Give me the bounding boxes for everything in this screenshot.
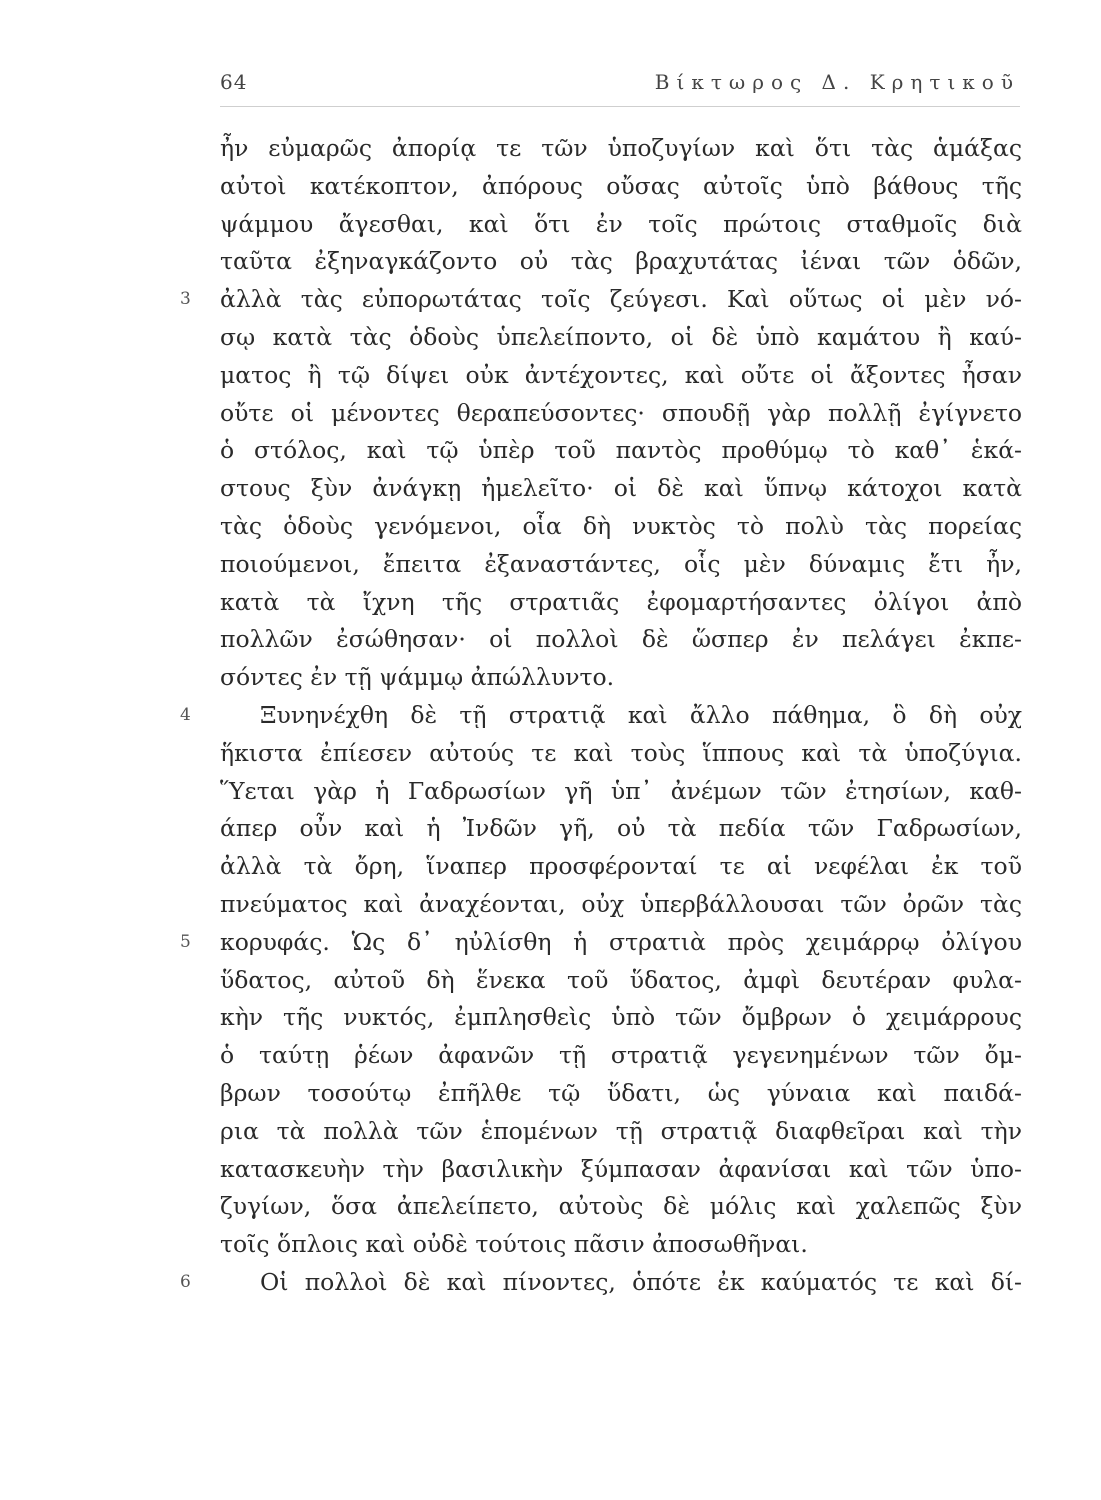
line-text: τοῖς ὅπλοις καὶ οὐδὲ τούτοις πᾶσιν ἀποσωθῆναι. bbox=[220, 1230, 808, 1259]
text-line bbox=[220, 243, 1022, 281]
text-line bbox=[220, 999, 1022, 1037]
header-rule bbox=[220, 106, 1020, 107]
text-line bbox=[220, 962, 1022, 1000]
line-text: κορυφάς. Ὡς δ᾽ ηὐλίσθη ἡ στρατιὰ πρὸς χειμάρρῳ ὀλίγου bbox=[220, 927, 1022, 956]
line-text: ματος ἢ τῷ δίψει οὐκ ἀντέχοντες, καὶ οὔτε οἱ ἄξοντες ἦσαν bbox=[220, 360, 1022, 389]
page-header bbox=[220, 70, 1020, 104]
text-line bbox=[220, 810, 1022, 848]
text-line bbox=[220, 659, 1022, 697]
line-text: ἀλλὰ τὰς εὐπορωτάτας τοῖς ζεύγεσι. Καὶ οὕτως οἱ μὲν νό- bbox=[220, 285, 1022, 314]
line-text: κὴν τῆς νυκτός, ἐμπλησθεὶς ὑπὸ τῶν ὄμβρων ὁ χειμάρρους bbox=[220, 1003, 1022, 1032]
text-line bbox=[220, 546, 1022, 584]
text-line bbox=[220, 1226, 1022, 1264]
section-number: 5 bbox=[180, 931, 191, 952]
text-line bbox=[220, 735, 1022, 773]
text-line bbox=[220, 886, 1022, 924]
text-line bbox=[180, 281, 1022, 319]
section-number: 3 bbox=[180, 289, 191, 310]
line-text: Ὕεται γὰρ ἡ Γαδρωσίων γῆ ὑπ᾽ ἀνέμων τῶν ἐτησίων, καθ- bbox=[220, 776, 1022, 805]
text-line bbox=[180, 1264, 1022, 1302]
text-line bbox=[220, 470, 1022, 508]
line-text: αὐτοὶ κατέκοπτον, ἀπόρους οὔσας αὐτοῖς ὑπὸ βάθους τῆς bbox=[220, 171, 1022, 200]
line-text: κατὰ τὰ ἴχνη τῆς στρατιᾶς ἐφομαρτήσαντες ὀλίγοι ἀπὸ bbox=[220, 587, 1022, 616]
page-number: 64 bbox=[220, 70, 248, 94]
line-text: ὁ στόλος, καὶ τῷ ὑπὲρ τοῦ παντὸς προθύμῳ τὸ καθ᾽ ἑκά- bbox=[220, 436, 1022, 465]
line-text: οὔτε οἱ μένοντες θεραπεύσοντες· σπουδῇ γὰρ πολλῇ ἐγίγνετο bbox=[220, 398, 1022, 427]
line-text: ποιούμενοι, ἔπειτα ἐξαναστάντες, οἷς μὲν δύναμις ἔτι ἦν, bbox=[220, 549, 1022, 578]
text-line bbox=[220, 206, 1022, 244]
line-text: σόντες ἐν τῇ ψάμμῳ ἀπώλλυντο. bbox=[220, 663, 615, 692]
line-text: ρια τὰ πολλὰ τῶν ἑπομένων τῇ στρατιᾷ διαφθεῖραι καὶ τὴν bbox=[220, 1116, 1022, 1145]
text-line bbox=[220, 848, 1022, 886]
text-line bbox=[180, 697, 1022, 735]
line-text: τὰς ὁδοὺς γενόμενοι, οἷα δὴ νυκτὸς τὸ πολὺ τὰς πορείας bbox=[220, 511, 1022, 540]
line-text: ταῦτα ἐξηναγκάζοντο οὐ τὰς βραχυτάτας ἰέναι τῶν ὁδῶν, bbox=[220, 247, 1022, 276]
text-line bbox=[220, 395, 1022, 433]
text-line bbox=[220, 130, 1022, 168]
line-text: βρων τοσούτῳ ἐπῆλθε τῷ ὕδατι, ὡς γύναια καὶ παιδά- bbox=[220, 1078, 1022, 1107]
text-line bbox=[220, 1075, 1022, 1113]
line-text: ζυγίων, ὅσα ἀπελείπετο, αὐτοὺς δὲ μόλις καὶ χαλεπῶς ξὺν bbox=[220, 1192, 1022, 1221]
line-text: ὁ ταύτῃ ῥέων ἀφανῶν τῇ στρατιᾷ γεγενημένων τῶν ὄμ- bbox=[220, 1041, 1022, 1070]
line-text: ἀλλὰ τὰ ὄρη, ἵναπερ προσφέρονταί τε αἱ νεφέλαι ἐκ τοῦ bbox=[220, 852, 1022, 881]
line-text: ἦν εὐμαρῶς ἀπορίᾳ τε τῶν ὑποζυγίων καὶ ὅτι τὰς ἁμάξας bbox=[220, 134, 1022, 162]
line-text: πνεύματος καὶ ἀναχέονται, οὐχ ὑπερβάλλουσαι τῶν ὀρῶν τὰς bbox=[220, 889, 1022, 918]
line-text: Ξυνηνέχθη δὲ τῇ στρατιᾷ καὶ ἄλλο πάθημα, ὃ δὴ οὐχ bbox=[260, 700, 1022, 729]
line-text: σῳ κατὰ τὰς ὁδοὺς ὑπελείποντο, οἱ δὲ ὑπὸ καμάτου ἢ καύ- bbox=[220, 322, 1022, 351]
text-line bbox=[220, 621, 1022, 659]
text-line bbox=[220, 1188, 1022, 1226]
text-line bbox=[220, 168, 1022, 206]
line-text: ψάμμου ἄγεσθαι, καὶ ὅτι ἐν τοῖς πρώτοις σταθμοῖς διὰ bbox=[220, 209, 1022, 238]
line-text: στους ξὺν ἀνάγκῃ ἠμελεῖτο· οἱ δὲ καὶ ὕπνῳ κάτοχοι κατὰ bbox=[220, 474, 1022, 503]
line-text: κατασκευὴν τὴν βασιλικὴν ξύμπασαν ἀφανίσαι καὶ τῶν ὑπο- bbox=[220, 1154, 1022, 1183]
text-line bbox=[220, 319, 1022, 357]
text-line bbox=[220, 584, 1022, 622]
running-head: Βίκτωρος Δ. Κρητικοῦ bbox=[654, 70, 1020, 94]
line-text: Οἱ πολλοὶ δὲ καὶ πίνοντες, ὁπότε ἐκ καύματός τε καὶ δί- bbox=[260, 1267, 1022, 1296]
text-line bbox=[220, 432, 1022, 470]
text-line bbox=[220, 357, 1022, 395]
text-line bbox=[220, 773, 1022, 811]
line-text: πολλῶν ἐσώθησαν· οἱ πολλοὶ δὲ ὥσπερ ἐν πελάγει ἐκπε- bbox=[220, 625, 1022, 654]
line-text: ὕδατος, αὐτοῦ δὴ ἕνεκα τοῦ ὕδατος, ἀμφὶ δευτέραν φυλα- bbox=[220, 965, 1022, 994]
text-line bbox=[220, 508, 1022, 546]
line-text: ἥκιστα ἐπίεσεν αὐτούς τε καὶ τοὺς ἵππους καὶ τὰ ὑποζύγια. bbox=[220, 738, 1022, 767]
text-line bbox=[220, 1037, 1022, 1075]
section-number: 4 bbox=[180, 704, 191, 725]
body-text bbox=[180, 130, 1022, 1302]
line-text: άπερ οὖν καὶ ἡ Ἰνδῶν γῆ, οὐ τὰ πεδία τῶν Γαδρωσίων, bbox=[220, 814, 1022, 843]
section-number: 6 bbox=[180, 1271, 191, 1292]
text-line bbox=[220, 1151, 1022, 1189]
text-line bbox=[180, 924, 1022, 962]
text-line bbox=[220, 1113, 1022, 1151]
